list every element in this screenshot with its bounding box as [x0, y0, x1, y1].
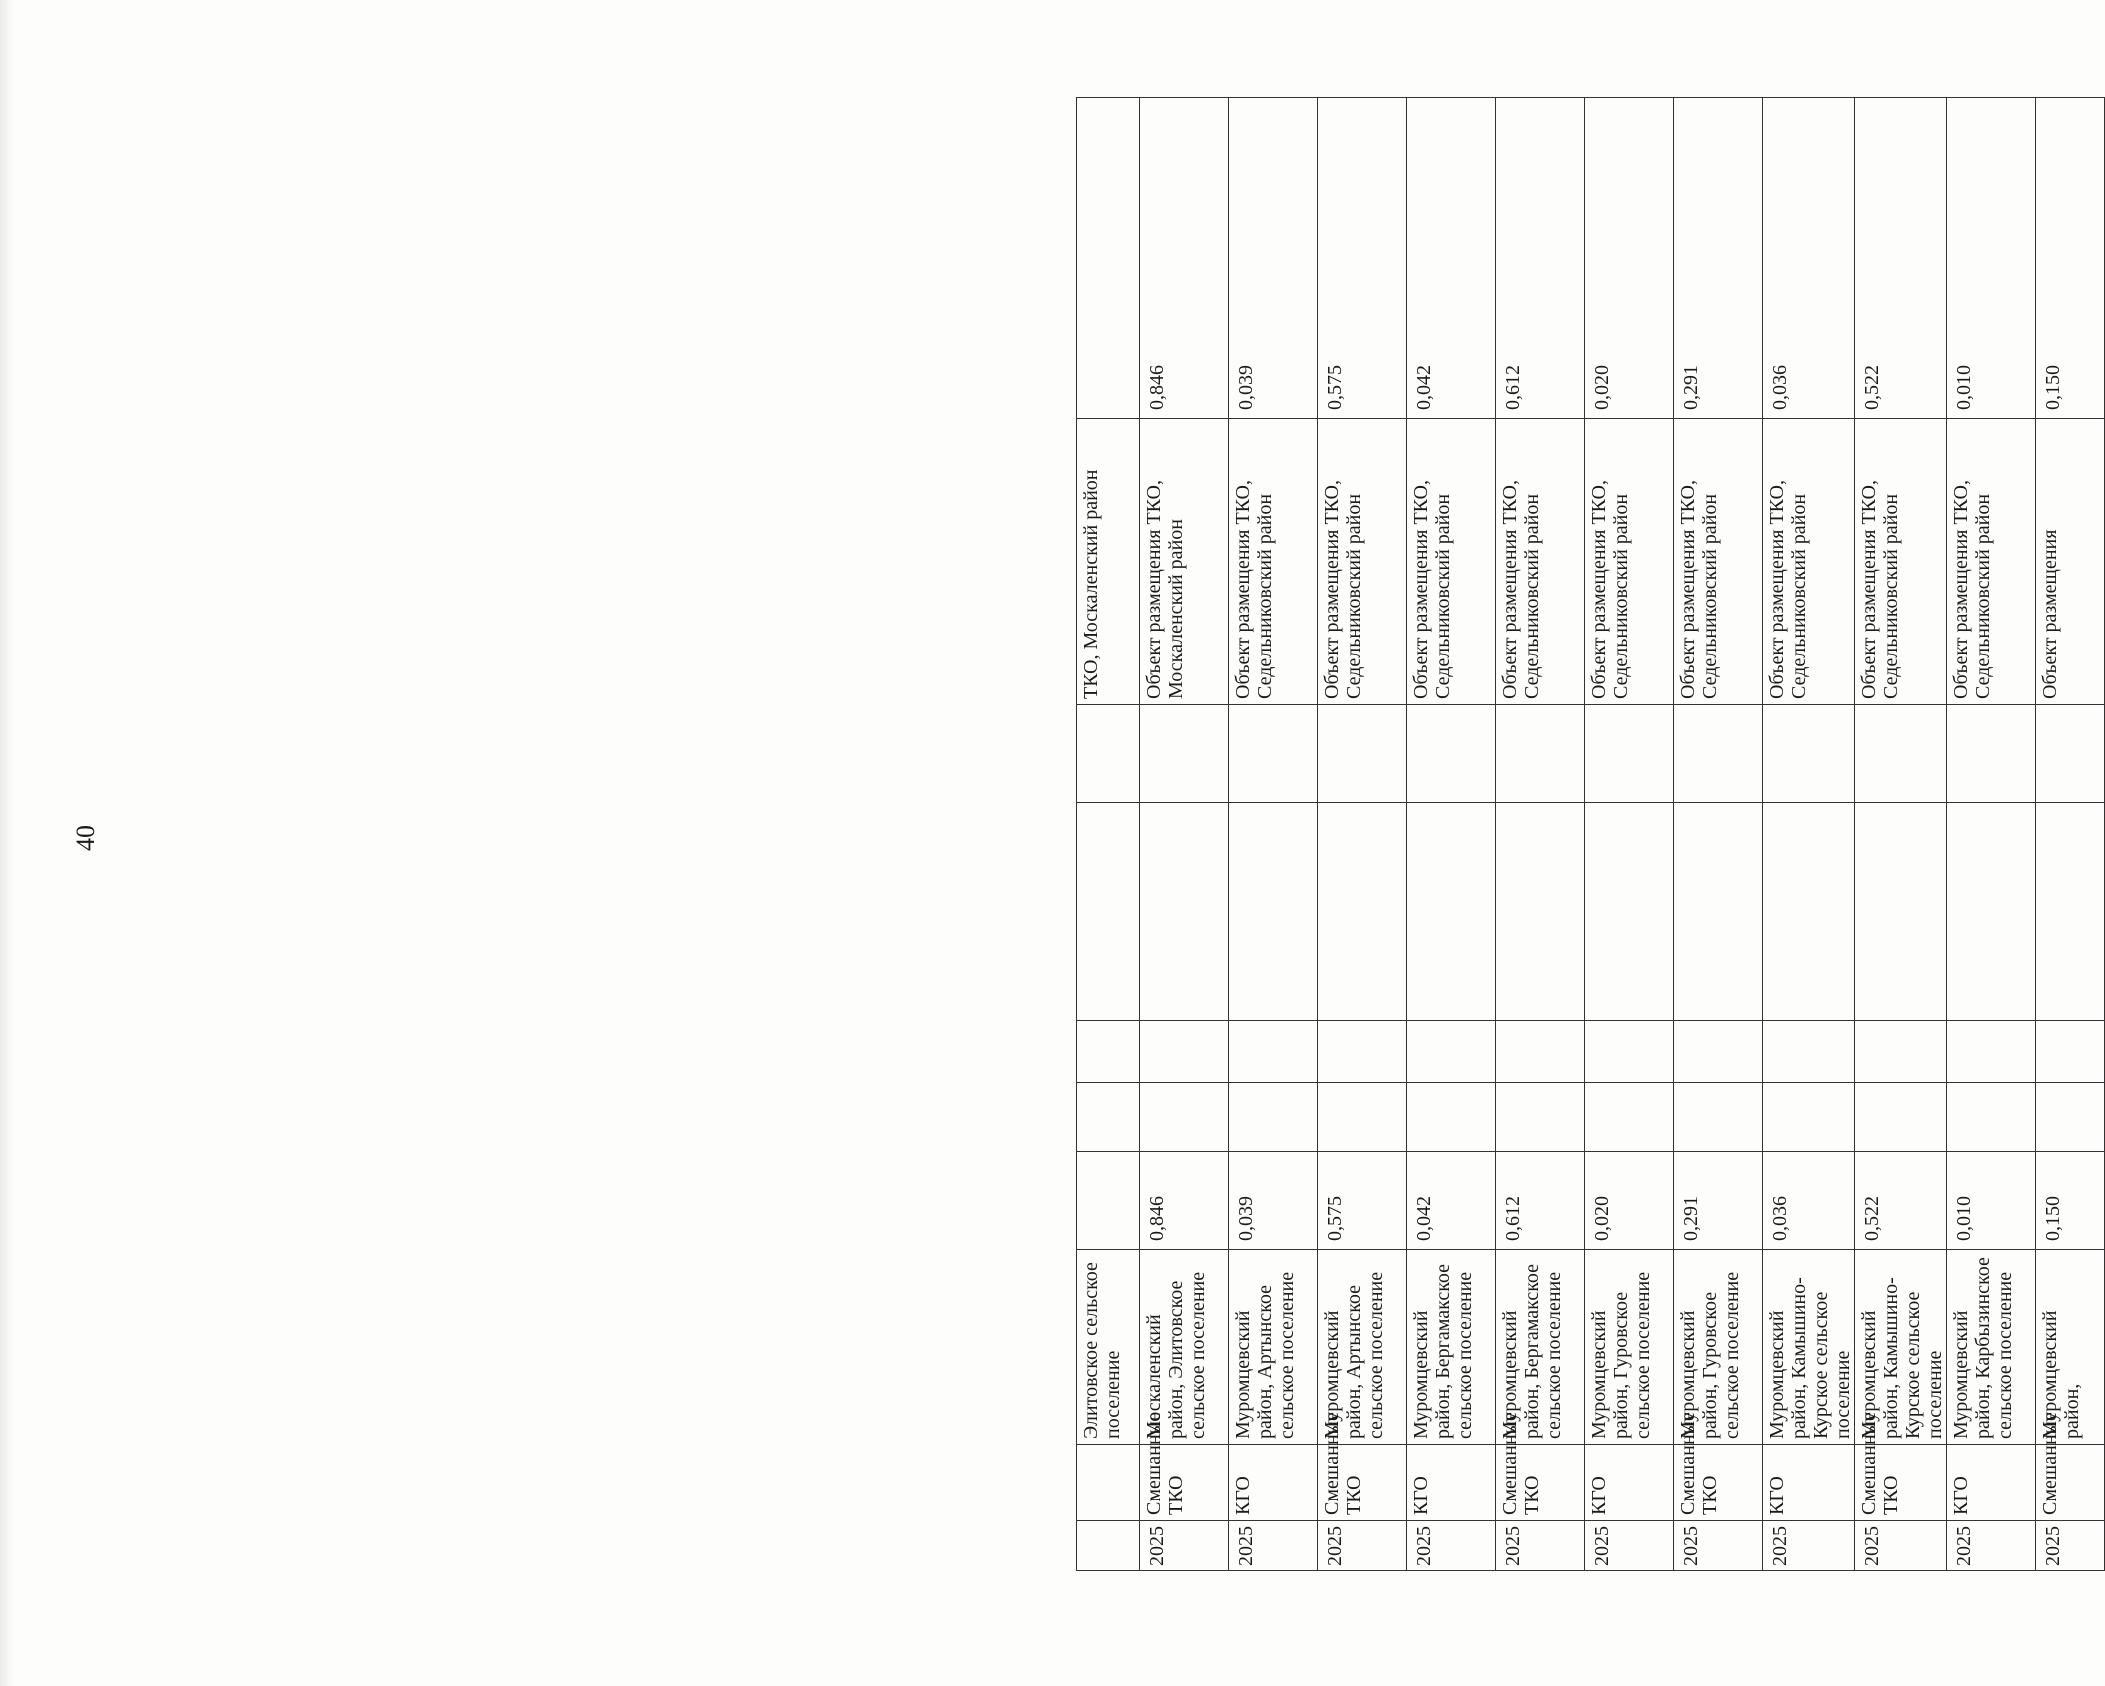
empty-cell [1077, 1083, 1140, 1152]
waste-type-cell: Смешанные [2036, 1445, 2105, 1521]
empty-cell [1407, 1021, 1496, 1083]
empty-cell [1585, 803, 1674, 1021]
waste-type-cell: КГО [1229, 1445, 1318, 1521]
settlement-cell: Муромцевский район, Камышино-Курское сельское поселение [1855, 1250, 1947, 1445]
settlement-cell: Муромцевский район, Камышино-Курское сельское поселение [1763, 1250, 1855, 1445]
settlement-cell: Муромцевский район, Артынское сельское поселение [1318, 1250, 1407, 1445]
table-row [1318, 98, 1407, 1571]
waste-type-cell: Смешанные ТКО [1674, 1445, 1763, 1521]
page-edge [0, 0, 14, 1686]
empty-cell [1140, 1021, 1229, 1083]
empty-cell [1318, 1021, 1407, 1083]
mass-cell-2: 0,291 [1674, 98, 1763, 419]
empty-cell [1585, 1083, 1674, 1152]
mass-cell-2: 0,150 [2036, 98, 2105, 419]
mass-cell [1077, 1152, 1140, 1250]
table-row [1229, 98, 1318, 1571]
empty-cell [1674, 1021, 1763, 1083]
year-cell: 2025 [2036, 1521, 2105, 1571]
page-number: 40 [71, 825, 100, 851]
empty-cell [1077, 705, 1140, 803]
empty-cell [1855, 1083, 1947, 1152]
empty-cell [2036, 1083, 2105, 1152]
empty-cell [1763, 705, 1855, 803]
empty-cell [1407, 803, 1496, 1021]
empty-cell [1496, 705, 1585, 803]
empty-cell [1674, 705, 1763, 803]
table-body [1077, 98, 2105, 1571]
facility-cell: Объект размещения ТКО, Седельниковский район [1496, 419, 1585, 705]
empty-cell [1496, 1083, 1585, 1152]
table-row [1140, 98, 1229, 1571]
facility-cell: Объект размещения ТКО, Седельниковский район [1585, 419, 1674, 705]
settlement-cell: Муромцевский район, Бергамакское сельское поселение [1496, 1250, 1585, 1445]
facility-cell: Объект размещения ТКО, Седельниковский район [1947, 419, 2036, 705]
facility-cell: Объект размещения ТКО, Седельниковский район [1229, 419, 1318, 705]
facility-cell: Объект размещения ТКО, Седельниковский район [1763, 419, 1855, 705]
year-cell: 2025 [1763, 1521, 1855, 1571]
table-row [1855, 98, 1947, 1571]
empty-cell [1585, 705, 1674, 803]
mass-cell-2 [1077, 98, 1140, 419]
mass-cell-2: 0,846 [1140, 98, 1229, 419]
waste-type-cell: Смешанные ТКО [1496, 1445, 1585, 1521]
empty-cell [1229, 705, 1318, 803]
empty-cell [1407, 705, 1496, 803]
waste-type-cell [1077, 1445, 1140, 1521]
year-cell: 2025 [1407, 1521, 1496, 1571]
mass-cell: 0,010 [1947, 1152, 2036, 1250]
mass-cell: 0,846 [1140, 1152, 1229, 1250]
waste-type-cell: КГО [1947, 1445, 2036, 1521]
table-row [1496, 98, 1585, 1571]
mass-cell: 0,020 [1585, 1152, 1674, 1250]
facility-cell: Объект размещения ТКО, Седельниковский район [1855, 419, 1947, 705]
year-cell: 2025 [1674, 1521, 1763, 1571]
waste-type-cell: КГО [1763, 1445, 1855, 1521]
settlement-cell: Муромцевский район, Гуровское сельское поселение [1674, 1250, 1763, 1445]
empty-cell [1318, 1083, 1407, 1152]
empty-cell [2036, 803, 2105, 1021]
table-row [1585, 98, 1674, 1571]
settlement-cell: Москаленский район, Элитовское сельское поселение [1140, 1250, 1229, 1445]
settlement-cell: Муромцевский район, Гуровское сельское поселение [1585, 1250, 1674, 1445]
waste-type-cell: КГО [1407, 1445, 1496, 1521]
mass-cell: 0,575 [1318, 1152, 1407, 1250]
empty-cell [1229, 1021, 1318, 1083]
facility-cell: Объект размещения ТКО, Москаленский район [1140, 419, 1229, 705]
year-cell: 2025 [1318, 1521, 1407, 1571]
table-row [1674, 98, 1763, 1571]
empty-cell [2036, 1021, 2105, 1083]
waste-table-rotated [1076, 98, 2083, 1571]
table-row [1947, 98, 2036, 1571]
empty-cell [1947, 1021, 2036, 1083]
empty-cell [1318, 705, 1407, 803]
mass-cell: 0,042 [1407, 1152, 1496, 1250]
mass-cell: 0,150 [2036, 1152, 2105, 1250]
mass-cell-2: 0,042 [1407, 98, 1496, 419]
empty-cell [1496, 1021, 1585, 1083]
waste-type-cell: КГО [1585, 1445, 1674, 1521]
mass-cell: 0,291 [1674, 1152, 1763, 1250]
empty-cell [1763, 1021, 1855, 1083]
year-cell: 2025 [1855, 1521, 1947, 1571]
settlement-cell: Муромцевский район, Артынское сельское поселение [1229, 1250, 1318, 1445]
year-cell: 2025 [1496, 1521, 1585, 1571]
empty-cell [1763, 803, 1855, 1021]
mass-cell-2: 0,575 [1318, 98, 1407, 419]
table-row [1763, 98, 1855, 1571]
facility-cell: ТКО, Москаленский район [1077, 419, 1140, 705]
settlement-cell: Муромцевский район, [2036, 1250, 2105, 1445]
empty-cell [1947, 705, 2036, 803]
empty-cell [1763, 1083, 1855, 1152]
settlement-cell: Муромцевский район, Карбызинское сельское поселение [1947, 1250, 2036, 1445]
waste-type-cell: Смешанные ТКО [1318, 1445, 1407, 1521]
mass-cell: 0,039 [1229, 1152, 1318, 1250]
empty-cell [1855, 803, 1947, 1021]
table-row [1407, 98, 1496, 1571]
empty-cell [1674, 1083, 1763, 1152]
empty-cell [1318, 803, 1407, 1021]
facility-cell: Объект размещения ТКО, Седельниковский район [1318, 419, 1407, 705]
mass-cell: 0,036 [1763, 1152, 1855, 1250]
facility-cell: Объект размещения ТКО, Седельниковский район [1407, 419, 1496, 705]
mass-cell-2: 0,010 [1947, 98, 2036, 419]
year-cell: 2025 [1140, 1521, 1229, 1571]
empty-cell [2036, 705, 2105, 803]
year-cell: 2025 [1947, 1521, 2036, 1571]
empty-cell [1077, 1021, 1140, 1083]
empty-cell [1585, 1021, 1674, 1083]
year-cell [1077, 1521, 1140, 1571]
empty-cell [1229, 1083, 1318, 1152]
empty-cell [1407, 1083, 1496, 1152]
mass-cell-2: 0,036 [1763, 98, 1855, 419]
empty-cell [1674, 803, 1763, 1021]
settlement-cell: Элитовское сельское поселение [1077, 1250, 1140, 1445]
mass-cell-2: 0,020 [1585, 98, 1674, 419]
year-cell: 2025 [1585, 1521, 1674, 1571]
empty-cell [1855, 1021, 1947, 1083]
empty-cell [1947, 803, 2036, 1021]
empty-cell [1140, 705, 1229, 803]
year-cell: 2025 [1229, 1521, 1318, 1571]
empty-cell [1140, 803, 1229, 1021]
mass-cell-2: 0,039 [1229, 98, 1318, 419]
table-row [2036, 98, 2105, 1571]
empty-cell [1077, 803, 1140, 1021]
empty-cell [1140, 1083, 1229, 1152]
waste-type-cell: Смешанные ТКО [1140, 1445, 1229, 1521]
mass-cell-2: 0,612 [1496, 98, 1585, 419]
facility-cell: Объект размещения [2036, 419, 2105, 705]
empty-cell [1947, 1083, 2036, 1152]
settlement-cell: Муромцевский район, Бергамакское сельское поселение [1407, 1250, 1496, 1445]
mass-cell: 0,522 [1855, 1152, 1947, 1250]
empty-cell [1229, 803, 1318, 1021]
table-row [1077, 98, 1140, 1571]
waste-type-cell: Смешанные ТКО [1855, 1445, 1947, 1521]
waste-table [1076, 97, 2105, 1571]
mass-cell-2: 0,522 [1855, 98, 1947, 419]
mass-cell: 0,612 [1496, 1152, 1585, 1250]
empty-cell [1496, 803, 1585, 1021]
facility-cell: Объект размещения ТКО, Седельниковский район [1674, 419, 1763, 705]
empty-cell [1855, 705, 1947, 803]
